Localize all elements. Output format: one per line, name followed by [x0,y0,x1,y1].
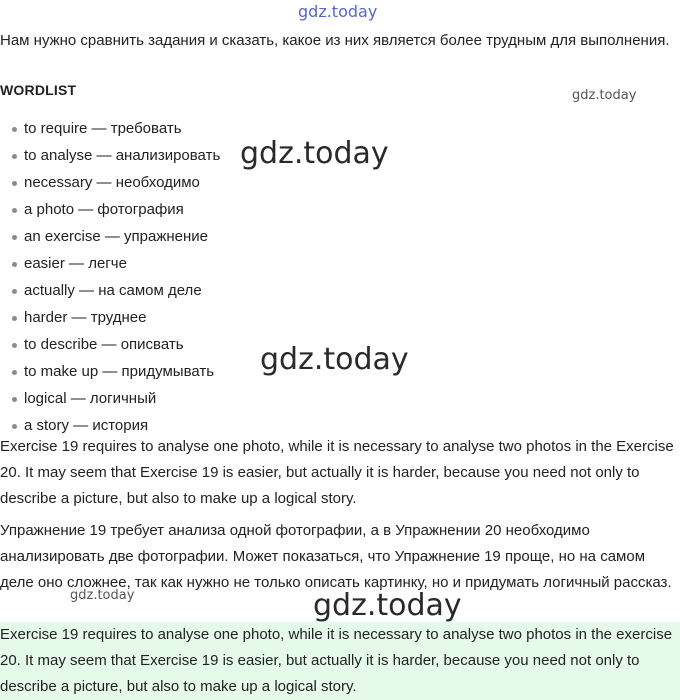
list-item: to describe — описвать [0,331,220,358]
list-item: necessary — необходимо [0,169,220,196]
watermark-small-left: gdz.today [70,588,135,603]
list-item: logical — логичный [0,385,220,412]
watermark-large: gdz.today [240,136,389,171]
list-item: to make up — придумывать [0,358,220,385]
list-item: to require — требовать [0,115,220,142]
list-item: a photo — фотография [0,196,220,223]
watermark-large: gdz.today [313,588,462,623]
list-item: harder — труднее [0,304,220,331]
watermark-large: gdz.today [260,342,409,377]
paragraph-russian: Упражнение 19 требует анализа одной фотографии, а в Упражнении 20 необходимо анализировать две фотографии. Может показаться, что Упражнение 19 проще, но на самом деле оно сложнее, так как нужно не только описать картинку, но и придумать логичный рассказ. [0,522,672,591]
watermark-top: gdz.today [298,2,378,21]
wordlist [0,115,220,439]
paragraph-english: Exercise 19 requires to analyse one photo, while it is necessary to analyse two photos in the Exercise 20. It may seem that Exercise 19 is easier, but actually it is harder, because you need not only to describe a picture, but also to make up a logical story. [0,438,674,507]
list-item: easier — легче [0,250,220,277]
list-item: a story — история [0,412,220,439]
wordlist-heading: WORDLIST [0,82,77,98]
list-item: to analyse — анализировать [0,142,220,169]
list-item: an exercise — упражнение [0,223,220,250]
intro-text: Нам нужно сравнить задания и сказать, какое из них является более трудным для выполнения. [0,32,670,49]
list-item: actually — на самом деле [0,277,220,304]
paragraph-highlighted: Exercise 19 requires to analyse one photo, while it is necessary to analyse two photos in the exercise 20. It may seem that Exercise 19 is easier, but actually it is harder, because you need not only to describe a picture, but also to make up a logical story. [0,622,680,700]
watermark-small-right: gdz.today [572,88,637,103]
